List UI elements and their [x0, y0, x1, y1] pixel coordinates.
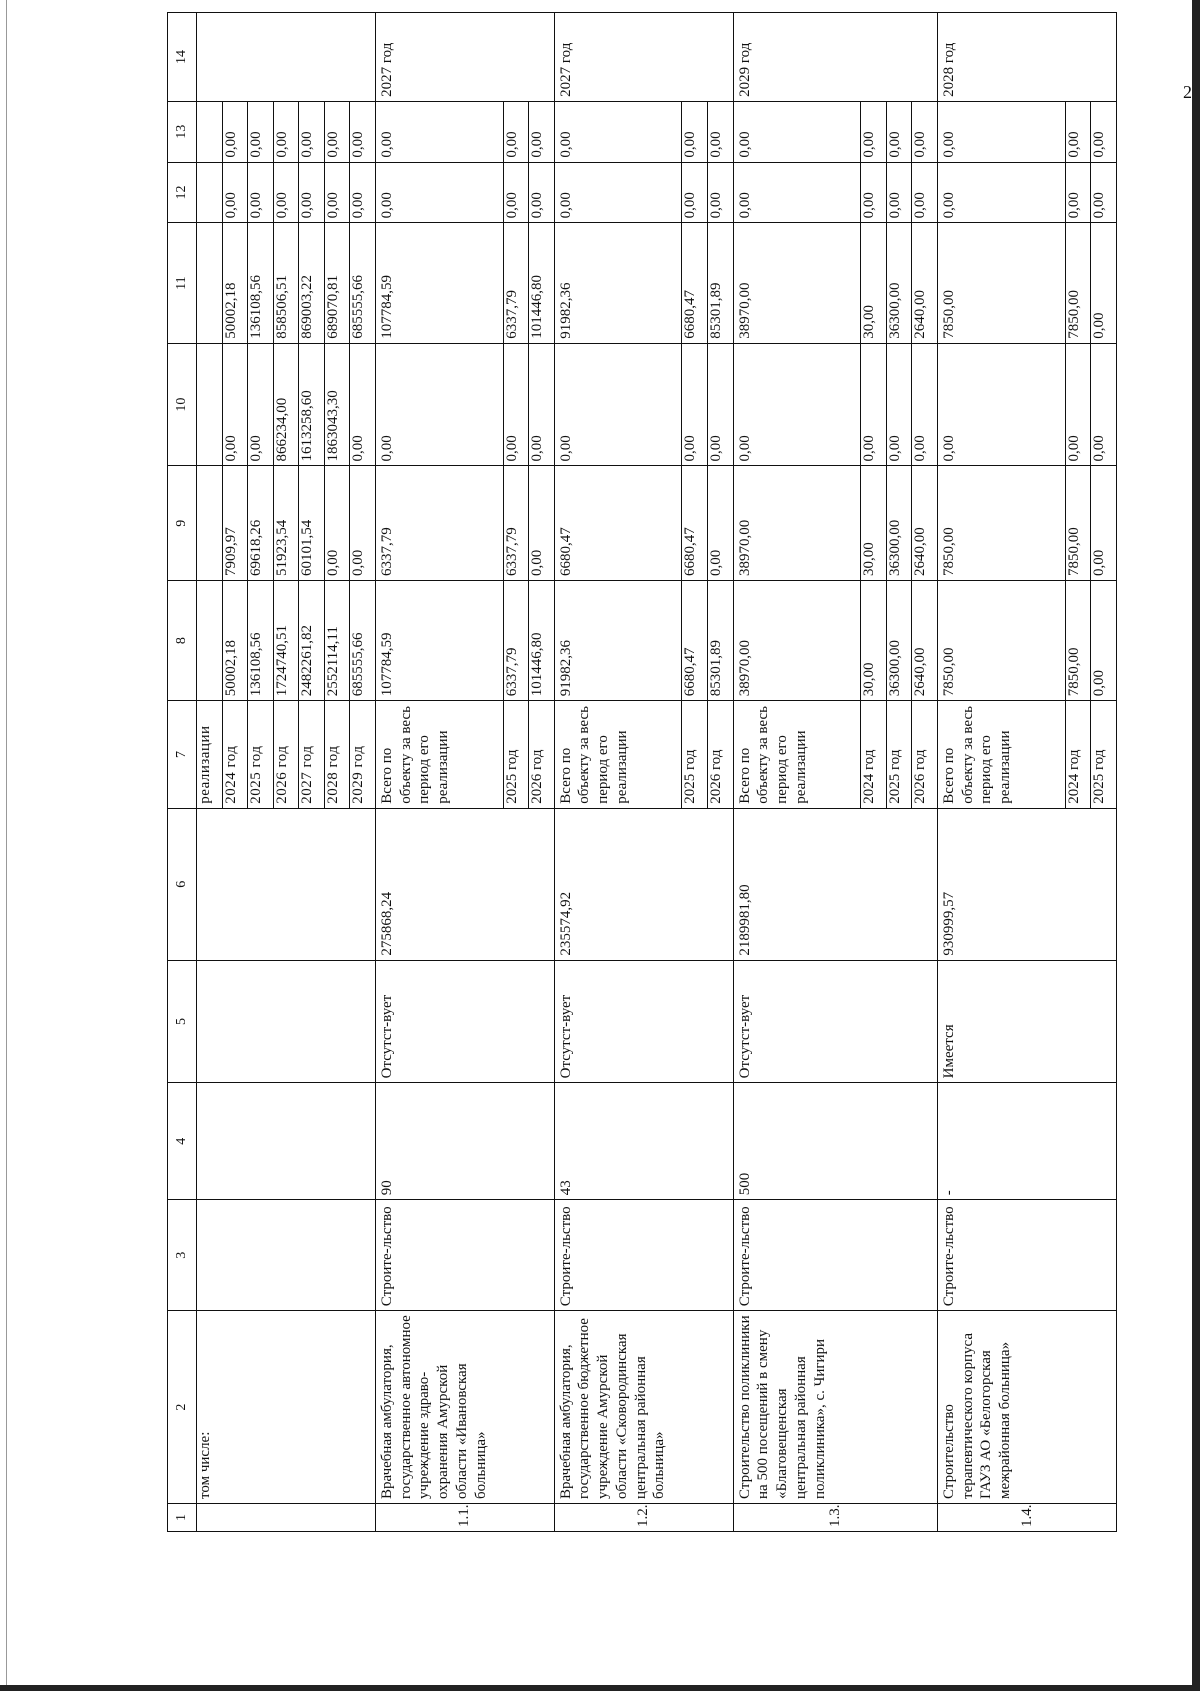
total-value-c9: 6337,79 [375, 466, 503, 581]
total-value-c11: 38970,00 [733, 223, 861, 343]
period-label: 2027 год [299, 701, 325, 808]
column-number-2: 2 [168, 1311, 197, 1504]
value-cell-c13: 0,00 [324, 101, 350, 162]
value-cell-c8: 6680,47 [682, 580, 708, 700]
period-label: 2025 год [682, 701, 708, 808]
period-label: 2026 год [529, 701, 555, 808]
value-cell-c12: 0,00 [273, 162, 299, 223]
total-label: Всего по объекту за весь период его реализации [937, 701, 1065, 808]
total-label: Всего по объекту за весь период его реализации [733, 701, 861, 808]
value-cell-c8: 2640,00 [912, 580, 938, 700]
total-value-c13: 0,00 [733, 101, 861, 162]
value-cell-c11: 50002,18 [222, 223, 248, 343]
object-row [375, 13, 503, 1532]
value-cell-c8: 6337,79 [503, 580, 529, 700]
object-number: 1.4. [937, 1503, 1116, 1531]
value-cell-c12: 0,00 [861, 162, 887, 223]
value-cell-c13: 0,00 [886, 101, 912, 162]
design-documentation: Отсутст-вует [554, 960, 733, 1083]
value-cell-c11: 6680,47 [682, 223, 708, 343]
period-label: 2026 год [708, 701, 734, 808]
value-cell-c8: 85301,89 [708, 580, 734, 700]
column-number-6: 6 [168, 808, 197, 960]
period-label: 2028 год [324, 701, 350, 808]
value-cell-c9: 0,00 [529, 466, 555, 581]
object-row [554, 13, 682, 1532]
object-name: Строительство поликлиники на 500 посещений в смену «Благовещенская центральная районная поликлиника», с. Чигири [733, 1311, 937, 1504]
object-capacity: 90 [375, 1083, 554, 1200]
value-cell-c9: 60101,54 [299, 466, 325, 581]
total-value-c12: 0,00 [733, 162, 861, 223]
work-type: Строите-льство [375, 1200, 554, 1311]
object-capacity: - [937, 1083, 1116, 1200]
value-cell-c13: 0,00 [222, 101, 248, 162]
table-row [197, 13, 223, 1532]
value-cell-c8: 2482261,82 [299, 580, 325, 700]
value-cell-c9: 2640,00 [912, 466, 938, 581]
value-cell-c10: 1613258,60 [299, 343, 325, 466]
completion-year: 2027 год [554, 13, 733, 102]
value-cell-c10: 0,00 [1091, 343, 1117, 466]
value-cell-c9: 7909,97 [222, 466, 248, 581]
value-cell-c9: 0,00 [1091, 466, 1117, 581]
page-number: 2 [1183, 82, 1192, 102]
year-cell-empty [197, 13, 376, 102]
object-number: 1.1. [375, 1503, 554, 1531]
value-cell-c9: 51923,54 [273, 466, 299, 581]
estimated-cost: 930999,57 [937, 808, 1116, 960]
value-cell-c12: 0,00 [912, 162, 938, 223]
value-cell-c8: 2552114,11 [324, 580, 350, 700]
completion-year: 2027 год [375, 13, 554, 102]
value-cell-c9: 0,00 [324, 466, 350, 581]
value-cell-c12: 0,00 [708, 162, 734, 223]
total-value-c12: 0,00 [554, 162, 682, 223]
period-label: 2025 год [503, 701, 529, 808]
value-cell-c12: 0,00 [1065, 162, 1091, 223]
value-cell-c13: 0,00 [1091, 101, 1117, 162]
value-cell-c8: 30,00 [861, 580, 887, 700]
value-cell-c11: 869003,22 [299, 223, 325, 343]
value-cell-c8: 0,00 [1091, 580, 1117, 700]
value-cell-c10: 0,00 [1065, 343, 1091, 466]
total-value-c11: 91982,36 [554, 223, 682, 343]
period-label: 2024 год [222, 701, 248, 808]
total-value-c9: 6680,47 [554, 466, 682, 581]
page-shadow-bottom [0, 1685, 1200, 1691]
value-cell-c10: 0,00 [861, 343, 887, 466]
total-value-c8: 107784,59 [375, 580, 503, 700]
value-cell-c11: 36300,00 [886, 223, 912, 343]
value-cell-c8: 50002,18 [222, 580, 248, 700]
value-cell-c10: 0,00 [529, 343, 555, 466]
value-cell-c12: 0,00 [222, 162, 248, 223]
object-number: 1.2. [554, 1503, 733, 1531]
total-value-c8: 38970,00 [733, 580, 861, 700]
column-number-10: 10 [168, 343, 197, 466]
value-cell-c11: 685555,66 [350, 223, 376, 343]
total-value-c9: 7850,00 [937, 466, 1065, 581]
row-number-empty [197, 1503, 376, 1531]
value-cell-c9: 0,00 [708, 466, 734, 581]
value-cell-c13: 0,00 [529, 101, 555, 162]
value-cell-c9 [197, 466, 223, 581]
column-number-1: 1 [168, 1503, 197, 1531]
value-cell-c10: 866234,00 [273, 343, 299, 466]
total-value-c11: 7850,00 [937, 223, 1065, 343]
total-label: Всего по объекту за весь период его реализации [375, 701, 503, 808]
period-label: 2024 год [861, 701, 887, 808]
total-value-c13: 0,00 [554, 101, 682, 162]
value-cell-c10: 0,00 [912, 343, 938, 466]
value-cell-c8 [197, 580, 223, 700]
total-value-c13: 0,00 [937, 101, 1065, 162]
value-cell-c13: 0,00 [912, 101, 938, 162]
value-cell-c9: 7850,00 [1065, 466, 1091, 581]
value-cell-c11: 7850,00 [1065, 223, 1091, 343]
value-cell-c12: 0,00 [299, 162, 325, 223]
column-number-13: 13 [168, 101, 197, 162]
object-row [733, 13, 861, 1532]
value-cell-c11: 136108,56 [248, 223, 274, 343]
column-number-row [168, 13, 197, 1532]
object-number: 1.3. [733, 1503, 937, 1531]
object-name: Врачебная амбулатория, государственное бюджетное учреждение Амурской области «Сковородинская центральная районная больница» [554, 1311, 733, 1504]
value-cell-c10: 0,00 [503, 343, 529, 466]
empty-cell [197, 960, 376, 1083]
value-cell-c8: 7850,00 [1065, 580, 1091, 700]
value-cell-c11: 689070,81 [324, 223, 350, 343]
column-number-3: 3 [168, 1200, 197, 1311]
total-value-c12: 0,00 [375, 162, 503, 223]
value-cell-c10: 0,00 [708, 343, 734, 466]
column-number-4: 4 [168, 1083, 197, 1200]
estimated-cost: 2189981,80 [733, 808, 937, 960]
value-cell-c12: 0,00 [324, 162, 350, 223]
value-cell-c9: 6337,79 [503, 466, 529, 581]
object-name: Строительство терапевтического корпуса ГАУЗ АО «Белогорская межрайонная больница» [937, 1311, 1116, 1504]
column-number-11: 11 [168, 223, 197, 343]
period-label: 2026 год [273, 701, 299, 808]
value-cell-c13: 0,00 [299, 101, 325, 162]
rotated-page [167, 12, 1200, 1532]
value-cell-c10: 0,00 [886, 343, 912, 466]
work-type: Строите-льство [733, 1200, 937, 1311]
value-cell-c11: 85301,89 [708, 223, 734, 343]
object-row [937, 13, 1065, 1532]
total-label: Всего по объекту за весь период его реализации [554, 701, 682, 808]
object-capacity: 500 [733, 1083, 937, 1200]
completion-year: 2029 год [733, 13, 937, 102]
table-body [168, 13, 1117, 1532]
empty-cell [197, 1083, 376, 1200]
object-name: Врачебная амбулатория, государственное автономное учреждение здраво-охранения Амурской области «Ивановская больница» [375, 1311, 554, 1504]
value-cell-c11: 2640,00 [912, 223, 938, 343]
value-cell-c12: 0,00 [503, 162, 529, 223]
period-label: 2025 год [886, 701, 912, 808]
column-number-14: 14 [168, 13, 197, 102]
value-cell-c9: 69618,26 [248, 466, 274, 581]
value-cell-c11 [197, 223, 223, 343]
period-label: реализации [197, 701, 223, 808]
value-cell-c9: 36300,00 [886, 466, 912, 581]
value-cell-c12: 0,00 [529, 162, 555, 223]
object-capacity: 43 [554, 1083, 733, 1200]
intro-label: том числе: [197, 1311, 376, 1504]
value-cell-c13 [197, 101, 223, 162]
design-documentation: Отсутст-вует [733, 960, 937, 1083]
value-cell-c12 [197, 162, 223, 223]
total-value-c12: 0,00 [937, 162, 1065, 223]
total-value-c11: 107784,59 [375, 223, 503, 343]
value-cell-c9: 30,00 [861, 466, 887, 581]
investment-table [167, 12, 1117, 1532]
value-cell-c12: 0,00 [350, 162, 376, 223]
value-cell-c8: 136108,56 [248, 580, 274, 700]
period-label: 2024 год [1065, 701, 1091, 808]
value-cell-c11: 101446,80 [529, 223, 555, 343]
value-cell-c13: 0,00 [248, 101, 274, 162]
value-cell-c9: 0,00 [350, 466, 376, 581]
value-cell-c10: 0,00 [350, 343, 376, 466]
total-value-c10: 0,00 [375, 343, 503, 466]
value-cell-c12: 0,00 [1091, 162, 1117, 223]
design-documentation: Имеется [937, 960, 1116, 1083]
completion-year: 2028 год [937, 13, 1116, 102]
value-cell-c13: 0,00 [1065, 101, 1091, 162]
value-cell-c11: 858506,51 [273, 223, 299, 343]
value-cell-c10 [197, 343, 223, 466]
column-number-12: 12 [168, 162, 197, 223]
value-cell-c13: 0,00 [708, 101, 734, 162]
empty-cell [197, 1200, 376, 1311]
total-value-c9: 38970,00 [733, 466, 861, 581]
period-label: 2029 год [350, 701, 376, 808]
value-cell-c12: 0,00 [248, 162, 274, 223]
period-label: 2026 год [912, 701, 938, 808]
total-value-c8: 91982,36 [554, 580, 682, 700]
value-cell-c10: 0,00 [682, 343, 708, 466]
value-cell-c11: 0,00 [1091, 223, 1117, 343]
column-number-9: 9 [168, 466, 197, 581]
value-cell-c11: 30,00 [861, 223, 887, 343]
total-value-c10: 0,00 [554, 343, 682, 466]
total-value-c10: 0,00 [733, 343, 861, 466]
value-cell-c12: 0,00 [682, 162, 708, 223]
value-cell-c10: 1863043,30 [324, 343, 350, 466]
work-type: Строите-льство [554, 1200, 733, 1311]
value-cell-c12: 0,00 [886, 162, 912, 223]
value-cell-c13: 0,00 [273, 101, 299, 162]
column-number-8: 8 [168, 580, 197, 700]
value-cell-c11: 6337,79 [503, 223, 529, 343]
value-cell-c8: 101446,80 [529, 580, 555, 700]
value-cell-c13: 0,00 [682, 101, 708, 162]
value-cell-c10: 0,00 [248, 343, 274, 466]
value-cell-c8: 36300,00 [886, 580, 912, 700]
design-documentation: Отсутст-вует [375, 960, 554, 1083]
total-value-c10: 0,00 [937, 343, 1065, 466]
estimated-cost: 235574,92 [554, 808, 733, 960]
empty-cell [197, 808, 376, 960]
period-label: 2025 год [1091, 701, 1117, 808]
value-cell-c10: 0,00 [222, 343, 248, 466]
page-edge [6, 0, 7, 1691]
period-label: 2025 год [248, 701, 274, 808]
value-cell-c13: 0,00 [861, 101, 887, 162]
total-value-c8: 7850,00 [937, 580, 1065, 700]
value-cell-c8: 1724740,51 [273, 580, 299, 700]
work-type: Строите-льство [937, 1200, 1116, 1311]
value-cell-c13: 0,00 [503, 101, 529, 162]
value-cell-c13: 0,00 [350, 101, 376, 162]
total-value-c13: 0,00 [375, 101, 503, 162]
value-cell-c9: 6680,47 [682, 466, 708, 581]
estimated-cost: 275868,24 [375, 808, 554, 960]
column-number-7: 7 [168, 701, 197, 808]
column-number-5: 5 [168, 960, 197, 1083]
value-cell-c8: 685555,66 [350, 580, 376, 700]
